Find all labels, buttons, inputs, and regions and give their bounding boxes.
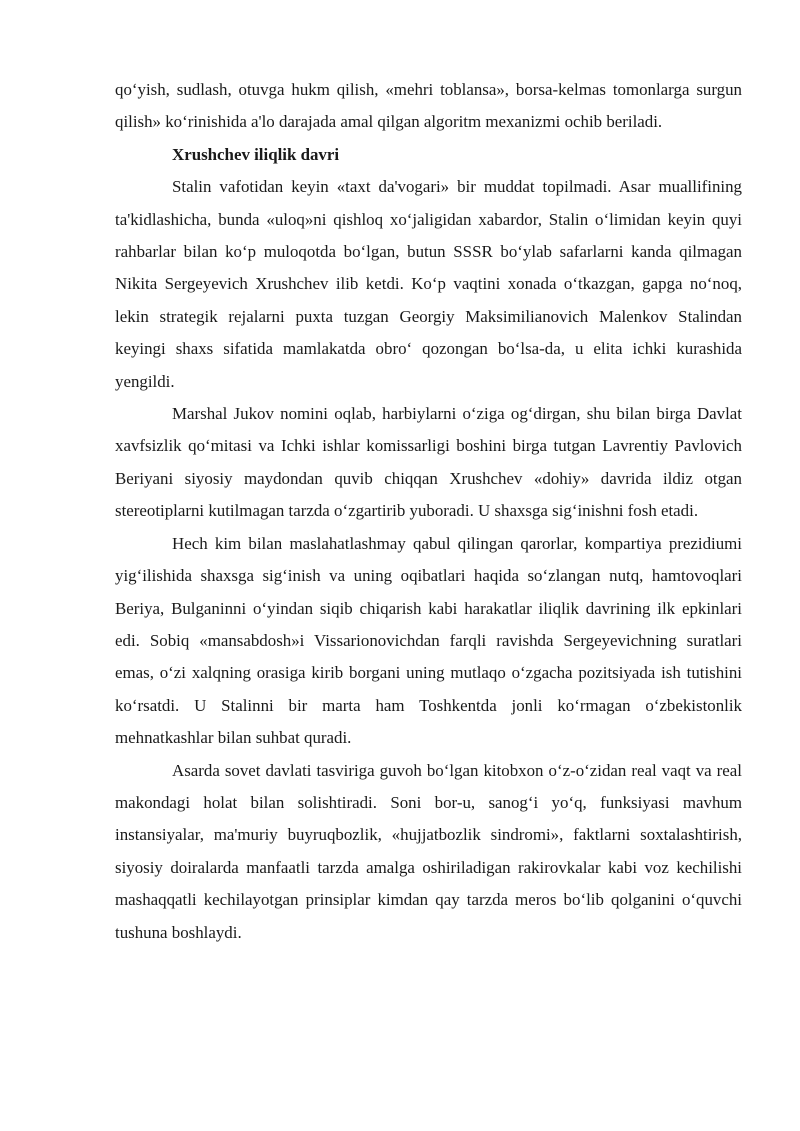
paragraph-thaw: Hech kim bilan maslahatlashmay qabul qilingan qarorlar, kompartiya prezidiumi yig‘ilishida shaxsga sig‘inish va uning oqibatlari haqida so‘zlangan nutq, hamtovoqlari Beriya, Bulganinni o‘yindan siqib chiqarish kabi harakatlar iliqlik davrining ilk epkinlari edi. Sobiq «mansabdosh»i Vissarionovichdan farqli ravishda Sergeyevichning suratlari emas, o‘zi xalqning orasiga kirib borgani uning mutlaqo o‘zgacha pozitsiyada ish tutishini ko‘rsatdi. U Stalinni bir marta ham Toshkentda jonli ko‘rmagan o‘zbekistonlik mehnatkashlar bilan suhbat quradi. xyxy=(115,533,742,748)
paragraph-continuation: qo‘yish, sudlash, otuvga hukm qilish, «mehri toblansa», borsa-kelmas tomonlarga surgun qilish» ko‘rinishida a'lo darajada amal qilgan algoritm mexanizmi ochib beriladi. xyxy=(115,80,742,132)
section-heading: Xrushchev iliqlik davri xyxy=(172,144,340,164)
document-body xyxy=(115,74,742,949)
paragraph-beria: Marshal Jukov nomini oqlab, harbiylarni o‘ziga og‘dirgan, shu bilan birga Davlat xavfsizlik qo‘mitasi va Ichki ishlar komissarligi boshini birga tutgan Lavrentiy Pavlovich Beriyani siyosiy maydondan quvib chiqqan Xrushchev «dohiy» davrida ildiz otgan stereotiplarni kutilmagan tarzda o‘zgartirib yuboradi. U shaxsga sig‘inishni fosh etadi. xyxy=(115,404,742,521)
paragraph-stalin-death: Stalin vafotidan keyin «taxt da'vogari» bir muddat topilmadi. Asar muallifining ta'kidlashicha, bunda «uloq»ni qishloq xo‘jaligidan xabardor, Stalin o‘limidan keyin quyi rahbarlar bilan ko‘p muloqotda bo‘lgan, butun SSSR bo‘ylab safarlarni kanda qilmagan Nikita Sergeyevich Xrushchev ilib ketdi. Ko‘p vaqtini xonada o‘tkazgan, gapga no‘noq, lekin strategik rejalarni puxta tuzgan Georgiy Maksimilianovich Malenkov Stalindan keyingi shaxs sifatida mamlakatda obro‘ qozongan bo‘lsa-da, u elita ichki kurashida yengildi. xyxy=(115,177,742,391)
paragraph-reader: Asarda sovet davlati tasviriga guvoh bo‘lgan kitobxon o‘z-o‘zidan real vaqt va real makondagi holat bilan solishtiradi. Soni bor-u, sanog‘i yo‘q, funksiyasi mavhum instansiyalar, ma'muriy buyruqbozlik, «hujjatbozlik sindromi», faktlarni soxtalashtirish, siyosiy doiralarda manfaatli tarzda amalga oshiriladigan rakirovkalar kabi voz kechilishi mashaqqatli kechilayotgan prinsiplar kimdan qay tarzda meros bo‘lib qolganini o‘quvchi tushuna boshlaydi. xyxy=(115,760,742,942)
